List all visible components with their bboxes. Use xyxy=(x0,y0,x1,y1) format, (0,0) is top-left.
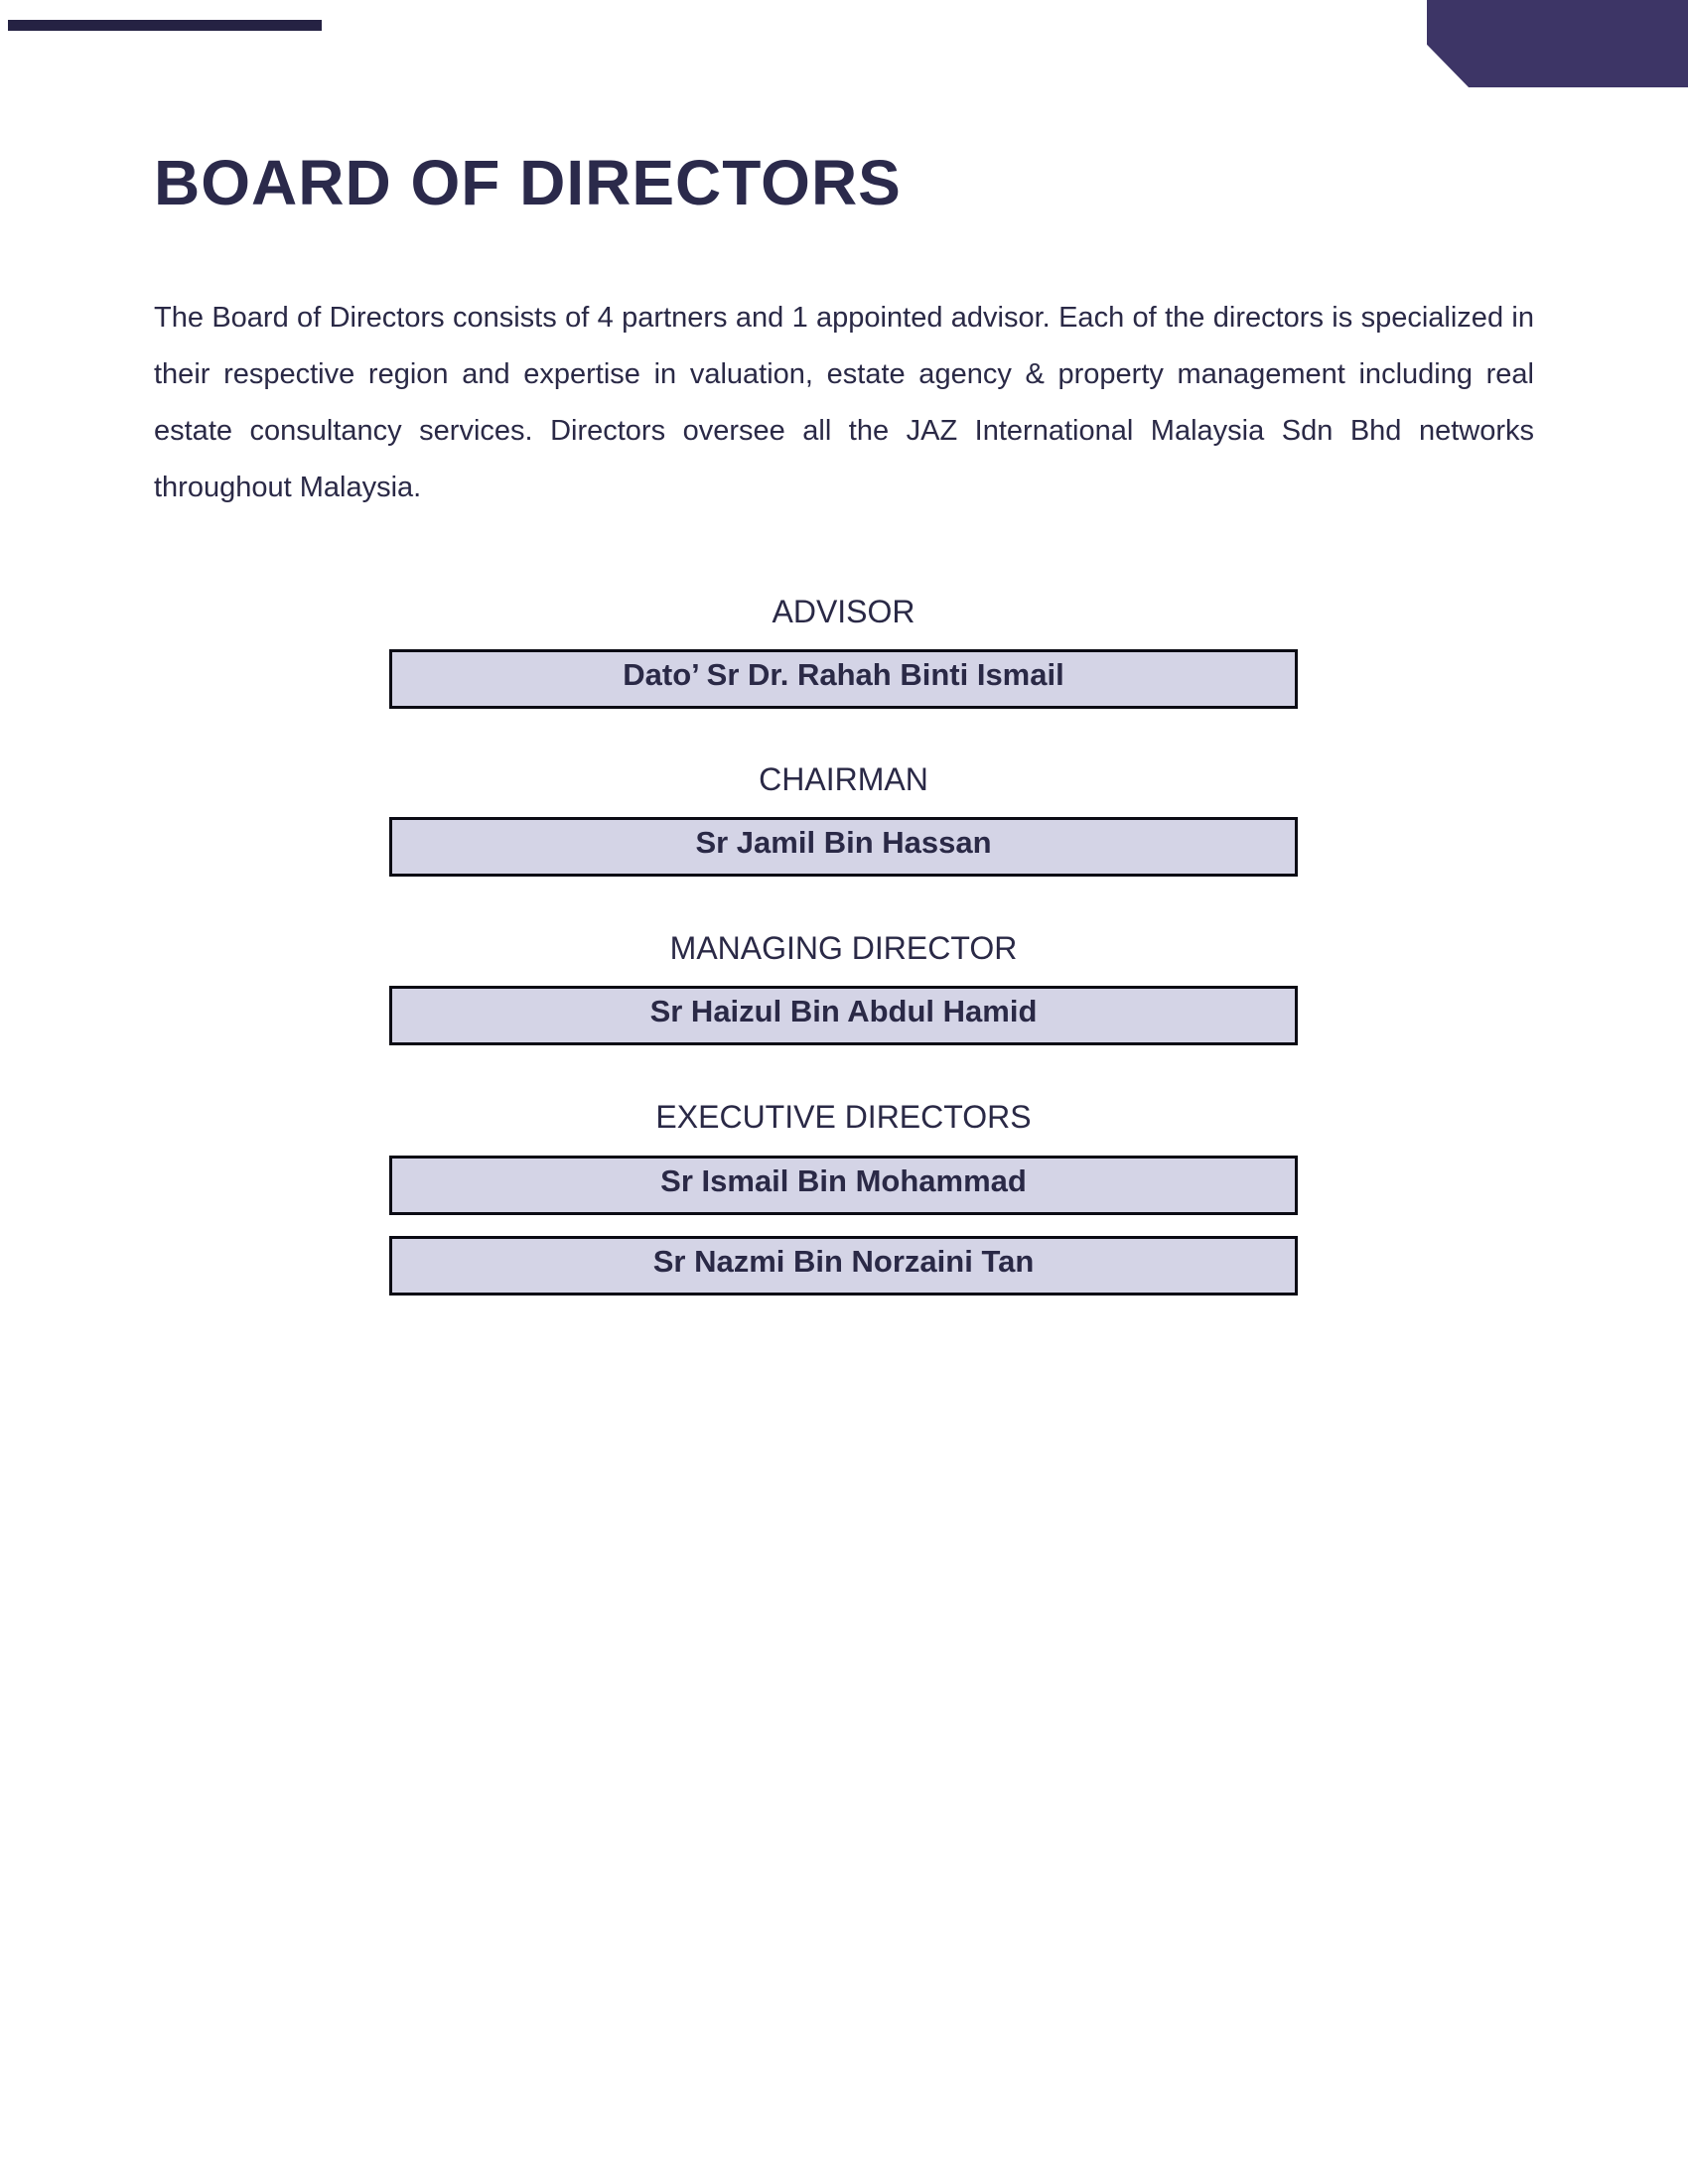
intro-paragraph: The Board of Directors consists of 4 partners and 1 appointed advisor. Each of the directors is specialized in their respective region and expertise in valuation, estate agency & property management including real estate consultancy services. Directors oversee all the JAZ International Malaysia Sdn Bhd networks throughout Malaysia. xyxy=(154,302,1534,503)
top-left-accent-bar xyxy=(8,20,322,31)
member-name: Sr Ismail Bin Mohammad xyxy=(660,1163,1027,1198)
member-box-executive-director-1 xyxy=(389,1156,1298,1215)
section-heading-advisor: ADVISOR xyxy=(772,594,915,629)
member-box-managing-director xyxy=(389,986,1298,1045)
member-box-executive-director-2 xyxy=(389,1236,1298,1296)
page-title: BOARD OF DIRECTORS xyxy=(154,147,902,218)
member-name: Sr Jamil Bin Hassan xyxy=(695,825,992,860)
member-box-advisor xyxy=(389,649,1298,709)
section-heading-executive-directors: EXECUTIVE DIRECTORS xyxy=(655,1099,1032,1135)
member-name: Dato’ Sr Dr. Rahah Binti Ismail xyxy=(623,657,1064,692)
member-name: Sr Haizul Bin Abdul Hamid xyxy=(649,994,1038,1028)
member-box-chairman xyxy=(389,817,1298,877)
section-heading-managing-director: MANAGING DIRECTOR xyxy=(669,930,1018,966)
section-heading-chairman: CHAIRMAN xyxy=(759,761,928,797)
member-name: Sr Nazmi Bin Norzaini Tan xyxy=(652,1244,1035,1279)
top-right-corner-shape xyxy=(1427,0,1688,87)
